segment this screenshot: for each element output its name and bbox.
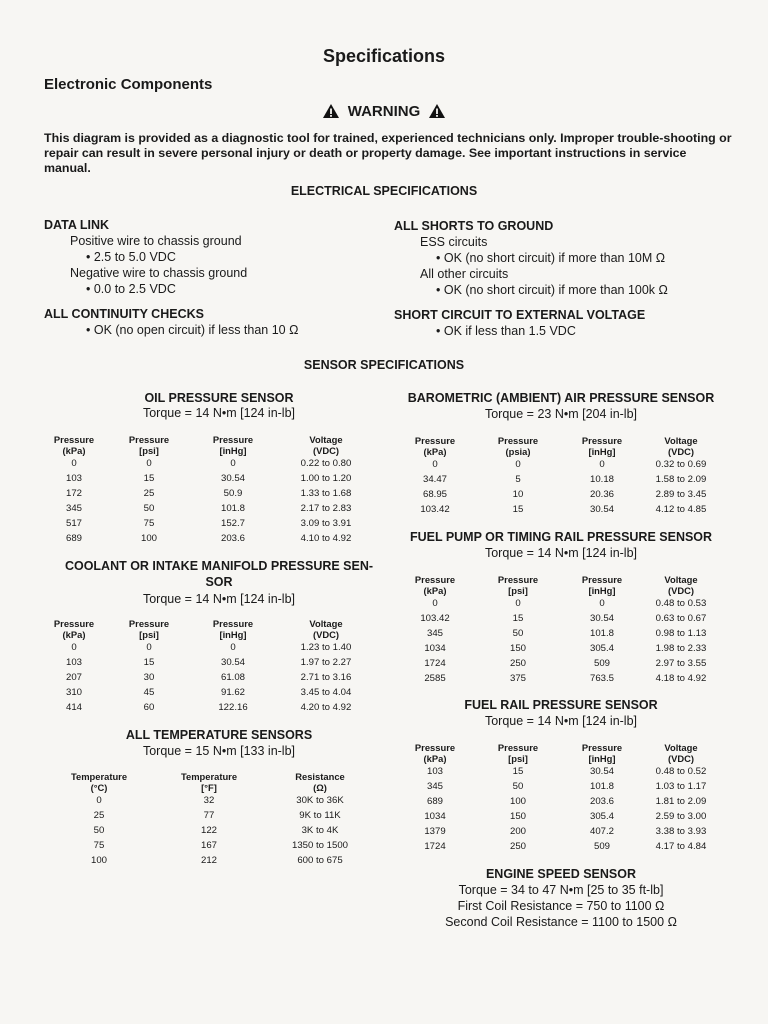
warning-label: WARNING <box>347 103 421 120</box>
table-cell: 100 <box>509 796 526 807</box>
table-cell: 3K to 4K <box>301 825 339 836</box>
table-row <box>400 626 724 641</box>
table-cell: 2.97 to 3.55 <box>655 658 707 669</box>
table-cell: 305.4 <box>589 643 614 654</box>
table-row <box>400 839 724 854</box>
table-row <box>52 808 368 823</box>
table-cell: 150 <box>509 811 526 822</box>
table-cell: 517 <box>65 518 82 529</box>
column-header: Pressure [inHg] <box>581 435 623 457</box>
table-header-row <box>400 574 724 596</box>
table-cell: 1.58 to 2.09 <box>655 474 707 485</box>
table-cell: 1.81 to 2.09 <box>655 796 707 807</box>
table-row <box>44 655 380 670</box>
temp-sensor-table <box>52 771 368 868</box>
sensor-heading: SENSOR SPECIFICATIONS <box>303 358 465 372</box>
table-cell: 2.17 to 2.83 <box>300 503 352 514</box>
shorts-other-value: • OK (no short circuit) if more than 100k Ω <box>436 283 668 297</box>
column-header: Pressure [psi] <box>497 574 539 596</box>
table-cell: 122 <box>200 825 217 836</box>
table-cell: 2585 <box>424 673 446 684</box>
continuity-block <box>44 307 298 337</box>
table-cell: 25 <box>93 810 105 821</box>
table-cell: 0 <box>71 458 77 469</box>
fuel-pump-sensor-table <box>400 574 724 686</box>
column-header: Temperature (°C) <box>70 771 128 793</box>
column-header: Pressure (psia) <box>497 435 539 457</box>
engine-speed-title: ENGINE SPEED SENSOR <box>485 867 637 881</box>
table-cell: 0 <box>230 458 236 469</box>
data-link-block <box>44 218 247 296</box>
data-link-neg-value: • 0.0 to 2.5 VDC <box>86 282 247 296</box>
table-cell: 45 <box>143 687 155 698</box>
engine-speed-coil2: Second Coil Resistance = 1100 to 1500 Ω <box>445 915 677 929</box>
table-row <box>400 487 724 502</box>
table-row <box>400 457 724 472</box>
table-cell: 509 <box>593 841 610 852</box>
table-cell: 345 <box>426 781 443 792</box>
column-header: Pressure [psi] <box>497 742 539 764</box>
table-cell: 3.45 to 4.04 <box>300 687 352 698</box>
table-cell: 75 <box>93 840 105 851</box>
column-header: Pressure (kPa) <box>53 434 95 456</box>
table-cell: 150 <box>509 643 526 654</box>
table-cell: 1034 <box>424 811 446 822</box>
table-cell: 0 <box>599 598 605 609</box>
table-row <box>44 531 380 546</box>
table-cell: 0.63 to 0.67 <box>655 613 707 624</box>
table-cell: 0 <box>146 642 152 653</box>
temp-sensor-title: ALL TEMPERATURE SENSORS <box>125 728 313 742</box>
table-header-row <box>400 435 724 457</box>
page-title: Specifications <box>322 46 446 66</box>
table-cell: 1379 <box>424 826 446 837</box>
table-cell: 101.8 <box>589 781 614 792</box>
table-cell: 0.32 to 0.69 <box>655 459 707 470</box>
engine-speed-coil1: First Coil Resistance = 750 to 1100 Ω <box>457 899 665 913</box>
column-header: Pressure (kPa) <box>414 742 456 764</box>
table-cell: 5 <box>515 474 521 485</box>
table-cell: 100 <box>140 533 157 544</box>
table-cell: 32 <box>203 795 215 806</box>
table-row <box>44 456 380 471</box>
table-row <box>400 641 724 656</box>
table-cell: 0.22 to 0.80 <box>300 458 352 469</box>
column-header: Voltage (VDC) <box>309 618 343 640</box>
table-cell: 600 to 675 <box>297 855 343 866</box>
table-cell: 207 <box>65 672 82 683</box>
shorts-other-label: All other circuits <box>420 267 509 281</box>
column-header: Pressure [inHg] <box>581 742 623 764</box>
oil-sensor-title: OIL PRESSURE SENSOR <box>144 391 294 405</box>
oil-sensor-torque: Torque = 14 N•m [124 in-lb] <box>142 406 296 420</box>
table-cell: 103 <box>65 657 82 668</box>
table-header-row <box>400 742 724 764</box>
coolant-sensor-table <box>44 618 380 715</box>
warning-triangle-icon <box>428 103 446 119</box>
continuity-heading: ALL CONTINUITY CHECKS <box>44 307 204 321</box>
table-cell: 103 <box>65 473 82 484</box>
table-row <box>44 670 380 685</box>
table-cell: 30.54 <box>589 766 614 777</box>
table-row <box>44 471 380 486</box>
table-row <box>44 700 380 715</box>
table-row <box>400 596 724 611</box>
table-cell: 345 <box>426 628 443 639</box>
fuel-pump-sensor-title: FUEL PUMP OR TIMING RAIL PRESSURE SENSOR <box>409 530 713 544</box>
table-cell: 0 <box>599 459 605 470</box>
table-cell: 4.17 to 4.84 <box>655 841 707 852</box>
table-cell: 172 <box>65 488 82 499</box>
baro-sensor-table <box>400 435 724 517</box>
baro-sensor-torque: Torque = 23 N•m [204 in-lb] <box>484 407 638 421</box>
table-cell: 50.9 <box>223 488 243 499</box>
electrical-heading: ELECTRICAL SPECIFICATIONS <box>290 184 478 198</box>
coolant-sensor-title-1: COOLANT OR INTAKE MANIFOLD PRESSURE SEN- <box>64 559 374 573</box>
external-voltage-value: • OK if less than 1.5 VDC <box>436 324 645 338</box>
table-cell: 2.71 to 3.16 <box>300 672 352 683</box>
engine-speed-torque: Torque = 34 to 47 N•m [25 to 35 ft-lb] <box>458 883 664 897</box>
shorts-ess-label: ESS circuits <box>420 235 488 249</box>
table-row <box>400 809 724 824</box>
table-row <box>52 853 368 868</box>
table-cell: 30.54 <box>220 657 245 668</box>
column-header: Voltage (VDC) <box>664 742 698 764</box>
table-cell: 101.8 <box>220 503 245 514</box>
column-header: Pressure (kPa) <box>53 618 95 640</box>
table-row <box>400 794 724 809</box>
table-cell: 61.08 <box>220 672 245 683</box>
table-cell: 75 <box>143 518 155 529</box>
table-cell: 50 <box>143 503 155 514</box>
data-link-neg-label: Negative wire to chassis ground <box>70 266 248 280</box>
table-row <box>44 685 380 700</box>
coolant-sensor-title-2: SOR <box>205 575 233 589</box>
table-cell: 103 <box>426 766 443 777</box>
column-header: Resistance (Ω) <box>295 771 345 793</box>
table-cell: 200 <box>509 826 526 837</box>
table-cell: 20.36 <box>589 489 614 500</box>
table-row <box>44 501 380 516</box>
table-cell: 763.5 <box>589 673 614 684</box>
table-row <box>44 486 380 501</box>
table-cell: 0 <box>96 795 102 806</box>
column-header: Pressure (kPa) <box>414 574 456 596</box>
table-cell: 91.62 <box>220 687 245 698</box>
table-cell: 122.16 <box>218 702 248 713</box>
table-cell: 167 <box>200 840 217 851</box>
shorts-block <box>394 219 668 297</box>
table-cell: 4.10 to 4.92 <box>300 533 352 544</box>
table-cell: 4.12 to 4.85 <box>655 504 707 515</box>
table-cell: 2.89 to 3.45 <box>655 489 707 500</box>
table-cell: 375 <box>509 673 526 684</box>
table-cell: 101.8 <box>589 628 614 639</box>
data-link-pos-value: • 2.5 to 5.0 VDC <box>86 250 247 264</box>
table-cell: 1.23 to 1.40 <box>300 642 352 653</box>
shorts-heading: ALL SHORTS TO GROUND <box>394 219 554 233</box>
table-row <box>400 779 724 794</box>
table-cell: 0.48 to 0.52 <box>655 766 707 777</box>
table-cell: 0 <box>432 459 438 470</box>
table-cell: 77 <box>203 810 215 821</box>
table-cell: 1350 to 1500 <box>291 840 349 851</box>
table-row <box>400 472 724 487</box>
table-row <box>52 823 368 838</box>
table-cell: 10.18 <box>589 474 614 485</box>
table-cell: 30.54 <box>589 613 614 624</box>
table-cell: 2.59 to 3.00 <box>655 811 707 822</box>
table-row <box>400 611 724 626</box>
table-cell: 0 <box>432 598 438 609</box>
table-cell: 15 <box>512 613 524 624</box>
table-cell: 509 <box>593 658 610 669</box>
table-cell: 0 <box>515 598 521 609</box>
table-cell: 345 <box>65 503 82 514</box>
table-cell: 203.6 <box>589 796 614 807</box>
table-cell: 0 <box>230 642 236 653</box>
fuel-pump-sensor-torque: Torque = 14 N•m [124 in-lb] <box>484 546 638 560</box>
coolant-sensor-torque: Torque = 14 N•m [124 in-lb] <box>142 592 296 606</box>
data-link-pos-label: Positive wire to chassis ground <box>70 234 242 248</box>
table-cell: 4.20 to 4.92 <box>300 702 352 713</box>
table-cell: 212 <box>200 855 217 866</box>
table-header-row <box>44 434 380 456</box>
table-cell: 250 <box>509 658 526 669</box>
table-cell: 0 <box>71 642 77 653</box>
temp-sensor-torque: Torque = 15 N•m [133 in-lb] <box>142 744 296 758</box>
column-header: Voltage (VDC) <box>664 435 698 457</box>
table-cell: 305.4 <box>589 811 614 822</box>
column-header: Pressure [psi] <box>128 434 170 456</box>
table-cell: 9K to 11K <box>299 810 341 821</box>
table-cell: 1034 <box>424 643 446 654</box>
table-cell: 50 <box>512 781 524 792</box>
table-cell: 4.18 to 4.92 <box>655 673 707 684</box>
shorts-ess-value: • OK (no short circuit) if more than 10M Ω <box>436 251 668 265</box>
table-cell: 15 <box>143 657 155 668</box>
baro-sensor-title: BAROMETRIC (AMBIENT) AIR PRESSURE SENSOR <box>407 391 715 405</box>
table-cell: 0.48 to 0.53 <box>655 598 707 609</box>
oil-sensor-table <box>44 434 380 546</box>
column-header: Pressure [inHg] <box>212 618 254 640</box>
table-row <box>52 793 368 808</box>
table-cell: 3.09 to 3.91 <box>300 518 352 529</box>
table-header-row <box>52 771 368 793</box>
table-cell: 50 <box>93 825 105 836</box>
table-cell: 689 <box>426 796 443 807</box>
column-header: Pressure (kPa) <box>414 435 456 457</box>
table-cell: 1724 <box>424 841 446 852</box>
table-cell: 250 <box>509 841 526 852</box>
table-cell: 10 <box>512 489 524 500</box>
table-cell: 407.2 <box>589 826 614 837</box>
fuel-rail-sensor-table <box>400 742 724 854</box>
table-cell: 3.38 to 3.93 <box>655 826 707 837</box>
fuel-rail-sensor-title: FUEL RAIL PRESSURE SENSOR <box>464 698 658 712</box>
engine-speed-block <box>394 866 728 930</box>
warning-heading <box>0 103 768 120</box>
table-cell: 310 <box>65 687 82 698</box>
table-cell: 0.98 to 1.13 <box>655 628 707 639</box>
table-row <box>52 838 368 853</box>
table-cell: 30.54 <box>589 504 614 515</box>
column-header: Pressure [inHg] <box>581 574 623 596</box>
table-row <box>400 764 724 779</box>
table-row <box>44 516 380 531</box>
table-cell: 152.7 <box>220 518 245 529</box>
table-cell: 30.54 <box>220 473 245 484</box>
table-cell: 103.42 <box>420 504 450 515</box>
table-cell: 103.42 <box>420 613 450 624</box>
column-header: Pressure [inHg] <box>212 434 254 456</box>
table-cell: 15 <box>512 766 524 777</box>
warning-text: This diagram is provided as a diagnostic tool for trained, experienced technicians only. Improper trouble-shooting or repair can result in severe personal injury or death or property damage. See important instructions in service manual. <box>44 131 732 175</box>
table-header-row <box>44 618 380 640</box>
table-cell: 1.03 to 1.17 <box>655 781 707 792</box>
table-cell: 50 <box>512 628 524 639</box>
table-cell: 68.95 <box>422 489 447 500</box>
table-row <box>400 671 724 686</box>
continuity-value: • OK (no open circuit) if less than 10 Ω <box>86 323 298 337</box>
table-cell: 30 <box>143 672 155 683</box>
table-cell: 0 <box>515 459 521 470</box>
column-header: Voltage (VDC) <box>664 574 698 596</box>
table-cell: 34.47 <box>422 474 447 485</box>
table-cell: 15 <box>143 473 155 484</box>
table-row <box>44 640 380 655</box>
table-cell: 15 <box>512 504 524 515</box>
table-cell: 1.33 to 1.68 <box>300 488 352 499</box>
table-cell: 100 <box>90 855 107 866</box>
column-header: Temperature [°F] <box>180 771 238 793</box>
table-cell: 1.00 to 1.20 <box>300 473 352 484</box>
table-cell: 414 <box>65 702 82 713</box>
warning-triangle-icon <box>322 103 340 119</box>
table-cell: 203.6 <box>220 533 245 544</box>
data-link-heading: DATA LINK <box>44 218 110 232</box>
table-row <box>400 656 724 671</box>
external-voltage-heading: SHORT CIRCUIT TO EXTERNAL VOLTAGE <box>394 308 646 322</box>
table-cell: 1724 <box>424 658 446 669</box>
table-cell: 1.97 to 2.27 <box>300 657 352 668</box>
table-cell: 0 <box>146 458 152 469</box>
table-cell: 1.98 to 2.33 <box>655 643 707 654</box>
fuel-rail-sensor-torque: Torque = 14 N•m [124 in-lb] <box>484 714 638 728</box>
table-row <box>400 824 724 839</box>
table-cell: 30K to 36K <box>296 795 344 806</box>
table-cell: 60 <box>143 702 155 713</box>
column-header: Voltage (VDC) <box>309 434 343 456</box>
page-subtitle: Electronic Components <box>44 76 213 93</box>
external-voltage-block <box>394 308 645 338</box>
table-cell: 25 <box>143 488 155 499</box>
table-row <box>400 502 724 517</box>
column-header: Pressure [psi] <box>128 618 170 640</box>
table-cell: 689 <box>65 533 82 544</box>
